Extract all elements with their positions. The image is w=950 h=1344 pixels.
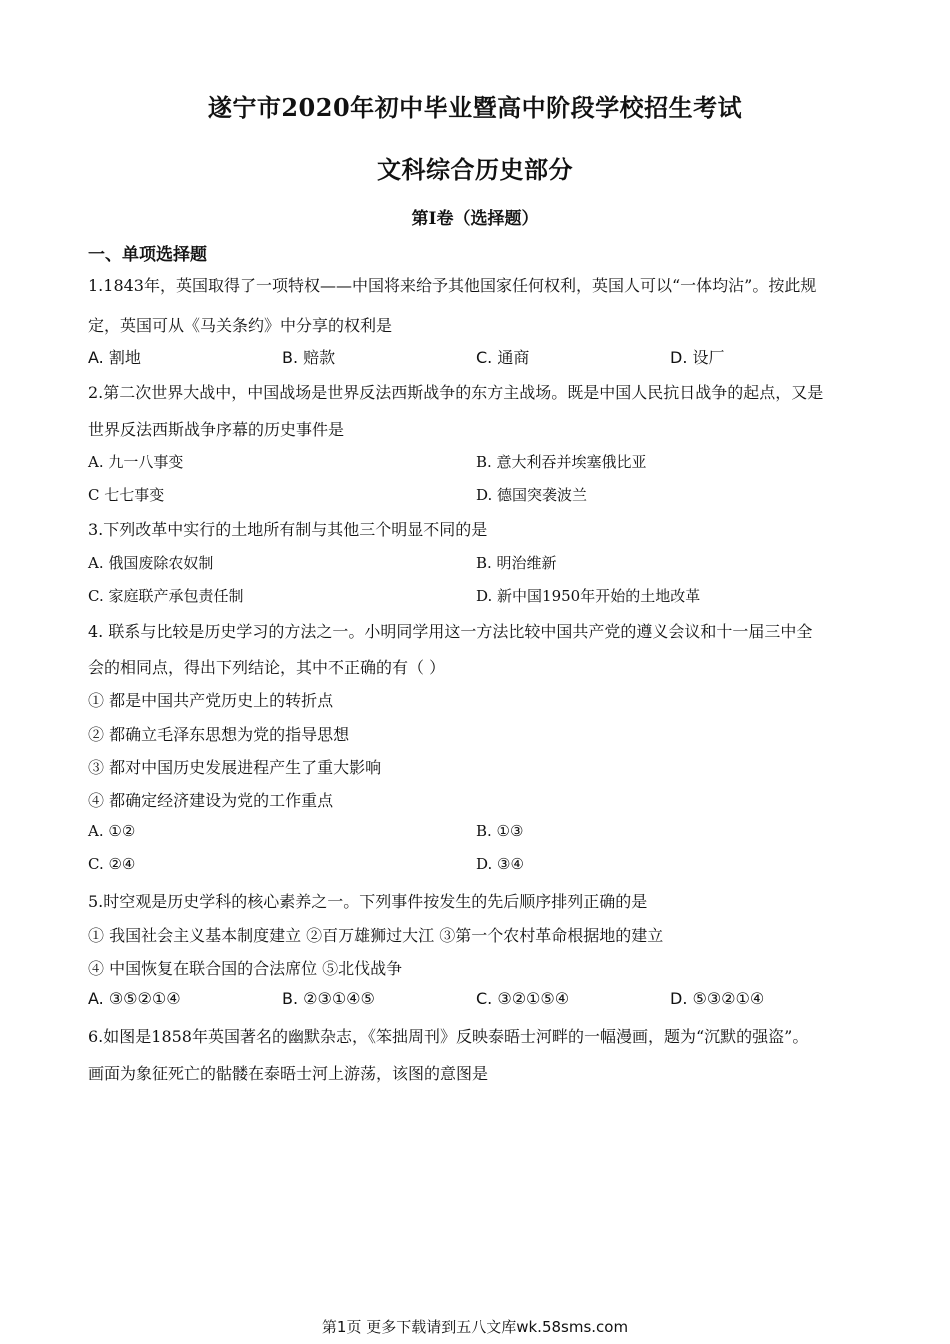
question-3-option-c: C. 家庭联产承包责任制	[88, 587, 244, 605]
section-heading: 一、单项选择题	[88, 245, 207, 265]
question-4-option-d: D. ③④	[476, 855, 524, 873]
question-2-option-d: D. 德国突袭波兰	[476, 486, 588, 504]
question-3-option-d: D. 新中国1950年开始的土地改革	[476, 587, 701, 605]
exam-title: 遂宁市2020年初中毕业暨高中阶段学校招生考试	[207, 93, 743, 122]
question-2-line-2: 世界反法西斯战争序幕的历史事件是	[88, 420, 345, 439]
question-5-events-line-1: ① 我国社会主义基本制度建立 ②百万雄狮过大江 ③第一个农村革命根据地的建立	[88, 926, 664, 945]
question-4-statement-2: ② 都确立毛泽东思想为党的指导思想	[88, 725, 350, 744]
question-4-statement-4: ④ 都确定经济建设为党的工作重点	[88, 791, 334, 810]
question-1-option-c: C. 通商	[476, 348, 530, 367]
question-5-option-b: B. ②③①④⑤	[282, 989, 375, 1008]
question-1-line-2: 定，英国可从《马关条约》中分享的权利是	[88, 316, 393, 335]
question-4-line-1: 4. 联系与比较是历史学习的方法之一。小明同学用这一方法比较中国共产党的遵义会议和十一届三中全	[88, 622, 813, 641]
question-2-option-b: B. 意大利吞并埃塞俄比亚	[476, 453, 647, 471]
question-3-option-a: A. 俄国废除农奴制	[88, 554, 214, 572]
page-footer: 第1页 更多下载请到五八文库wk.58sms.com	[321, 1318, 629, 1336]
question-5-option-a: A. ③⑤②①④	[88, 989, 181, 1008]
question-5-option-d: D. ⑤③②①④	[670, 989, 765, 1008]
question-4-option-c: C. ②④	[88, 855, 136, 873]
question-2-option-a: A. 九一八事变	[88, 453, 184, 471]
question-6-line-2: 画面为象征死亡的骷髅在泰晤士河上游荡，该图的意图是	[88, 1064, 489, 1083]
question-4-statement-1: ① 都是中国共产党历史上的转折点	[88, 691, 334, 710]
question-4-option-b: B. ①③	[476, 822, 524, 840]
question-6-line-1: 6.如图是1858年英国著名的幽默杂志，《笨拙周刊》反映泰晤士河畔的一幅漫画，题为“沉默的强盗”。	[88, 1027, 809, 1046]
question-5-option-c: C. ③②①⑤④	[476, 989, 570, 1008]
question-1-line-1: 1.1843年，英国取得了一项特权——中国将来给予其他国家任何权利，英国人可以“一体均沾”。按此规	[88, 276, 817, 295]
question-4-line-2: 会的相同点，得出下列结论，其中不正确的有（ ）	[88, 658, 446, 677]
question-4-statement-3: ③ 都对中国历史发展进程产生了重大影响	[88, 758, 382, 777]
question-1-option-a: A. 割地	[88, 348, 141, 367]
question-4-option-a: A. ①②	[88, 822, 136, 840]
question-5-line-1: 5.时空观是历史学科的核心素养之一。下列事件按发生的先后顺序排列正确的是	[88, 892, 648, 911]
volume-heading: 第Ⅰ卷（选择题）	[411, 209, 539, 229]
exam-subtitle: 文科综合历史部分	[377, 155, 573, 184]
question-3-option-b: B. 明治维新	[476, 554, 557, 572]
question-5-events-line-2: ④ 中国恢复在联合国的合法席位 ⑤北伐战争	[88, 959, 403, 978]
question-1-option-b: B. 赔款	[282, 348, 336, 367]
question-1-option-d: D. 设厂	[670, 348, 725, 367]
question-2-option-c: C 七七事变	[88, 486, 165, 504]
question-2-line-1: 2.第二次世界大战中，中国战场是世界反法西斯战争的东方主战场。既是中国人民抗日战争的起点，又是	[88, 383, 824, 402]
question-3-line-1: 3.下列改革中实行的土地所有制与其他三个明显不同的是	[88, 520, 488, 539]
